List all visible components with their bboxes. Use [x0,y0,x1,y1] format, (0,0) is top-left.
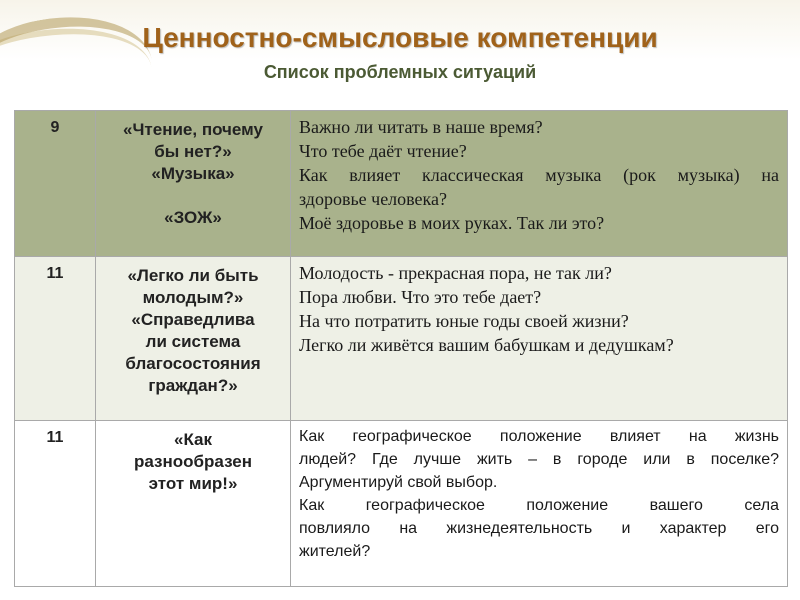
question-line: здоровье человека? [299,189,447,209]
topic-line: разнообразен [133,452,253,471]
topic-line: «Чтение, почему [123,120,263,139]
question-line: Как влияет классическая музыка (рок музыка) на [299,165,779,185]
row-topic [96,111,291,257]
row-questions [291,257,788,421]
table-row [15,111,788,257]
question-line: Молодость - прекрасная пора, не так ли? [299,263,612,283]
question-line: Аргументируй свой выбор. [299,474,498,491]
row-number: 9 [15,111,96,257]
question-line: Легко ли живётся вашим бабушкам и дедушкам? [299,335,674,355]
question-line: На что потратить юные годы своей жизни? [299,311,629,331]
question-line: Пора любви. Что это тебе дает? [299,287,542,307]
question-line: Моё здоровье в моих руках. Так ли это? [299,213,605,233]
topic-line: «Музыка» [151,164,235,183]
question-line: Что тебе даёт чтение? [299,141,467,161]
topic-spacer [100,185,286,207]
row-topic [96,421,291,587]
question-line: людей? Где лучше жить – в городе или в поселке? [299,451,779,468]
question-line: повлияло на жизнедеятельность и характер его [299,520,779,537]
topic-line: молодым?» [142,288,244,307]
row-number: 11 [15,257,96,421]
topic-line: «Справедлива [131,310,255,329]
topic-line: «ЗОЖ» [164,208,222,227]
table-row [15,421,788,587]
topic-line: этот мир!» [148,474,238,493]
row-number: 11 [15,421,96,587]
question-line: жителей? [299,543,371,560]
topic-line: бы нет?» [154,142,232,161]
row-questions [291,421,788,587]
page-subtitle: Список проблемных ситуаций [263,62,537,82]
problem-situations-table [14,110,788,587]
topic-line: «Как [173,430,212,449]
question-line: Как географическое положение вашего села [299,497,779,514]
topic-line: благосостояния [125,354,261,373]
table-row [15,257,788,421]
page-title: Ценностно-смысловые компетенции [142,22,658,53]
topic-line: граждан?» [148,376,238,395]
question-line: Как географическое положение влияет на жизнь [299,428,779,445]
row-questions [291,111,788,257]
row-topic [96,257,291,421]
topic-line: ли система [145,332,241,351]
question-line: Важно ли читать в наше время? [299,117,543,137]
topic-line: «Легко ли быть [127,266,259,285]
